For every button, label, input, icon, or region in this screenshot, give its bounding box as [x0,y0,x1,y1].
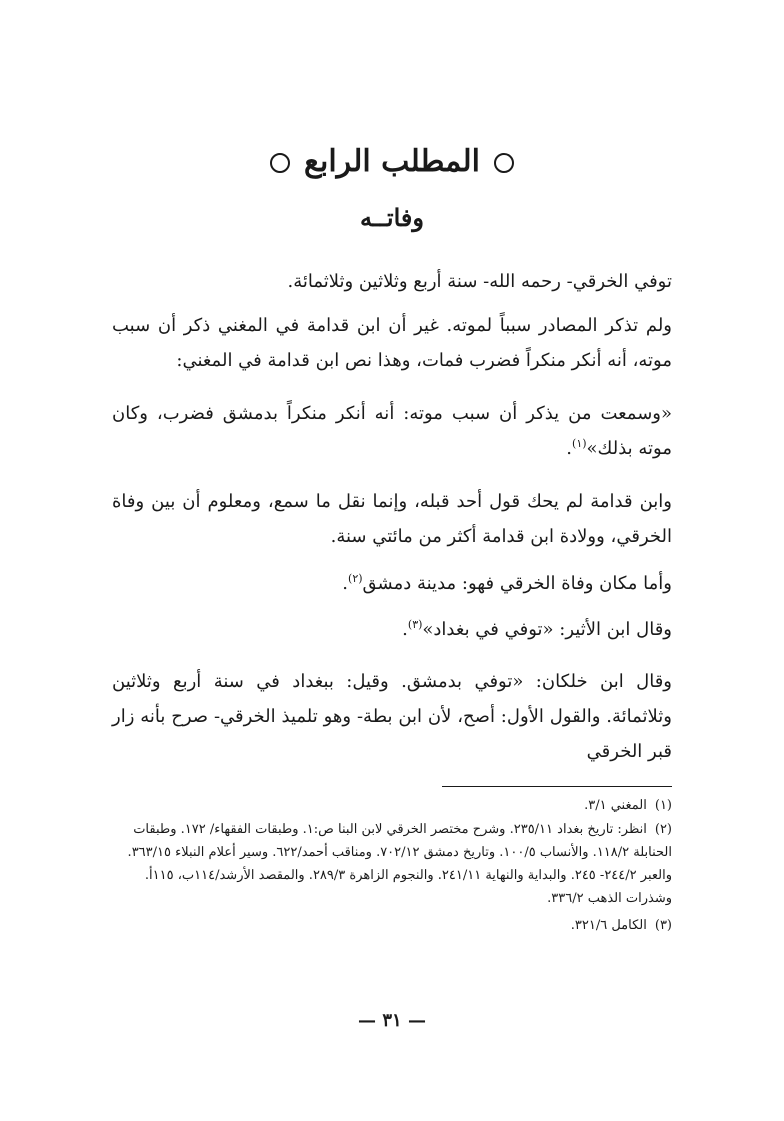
subsection-heading: وفاتــه [360,203,424,232]
ibn-athir-text: وقال ابن الأثير: «توفي في بغداد» [422,619,672,640]
section-heading-text: المطلب الرابع [304,144,480,179]
footnote-number: (٢) [654,822,672,837]
place-text: وأما مكان وفاة الخرقي فهو: مدينة دمشق [362,573,672,594]
page-number: — ٣١ — [358,1010,426,1031]
footnote-number: (٣) [654,918,672,933]
footnote-text: انظر: تاريخ بغداد ٢٣٥/١١. وشرح مختصر الخرقي لابن البنا ص:١. وطبقات الفقهاء/ ١٧٢. وطبقات الحنابلة ١١٨/٢. والأنساب ١٠٠/٥. وتاريخ دمشق ٧٠٢/١٢. ومناقب أحمد/٦٢٢. وسير أعلام النبلاء ٣٦٣/١٥. والعبر ٢٤٤/٢- ٢٤٥. والبداية والنهاية ٢٤١/١١. والنجوم الزاهرة ٢٨٩/٣. والمقصد الأرشد/١١٤ب، ١١٥أ. وشذرات الذهب ٣٣٦/٢. [127,822,672,906]
paragraph-quote-mughni: «وسمعت من يذكر أن سبب موته: أنه أنكر منكراً بدمشق فضرب، وكان موته بذلك»$^{(١)}$. [112,403,672,459]
footnote-text: المغني ٣/١. [584,798,647,813]
paragraph-ibn-khallikan: وقال ابن خلكان: «توفي بدمشق. وقيل: ببغداد في سنة أربع وثلاثين وثلاثمائة. والقول الأول: أصح، لأن ابن بطة- وهو تلميذ الخرقي- صرح بأنه زار قبر الخرقي [112,671,672,762]
circle-ornament-icon [270,153,290,173]
paragraph-place-of-death: وأما مكان وفاة الخرقي فهو: مدينة دمشق$^{(٢)}$. [342,572,672,594]
footnote-ref[interactable]: (١) [572,437,587,450]
quote-text: «وسمعت من يذكر أن سبب موته: أنه أنكر منكراً بدمشق فضرب، وكان موته بذلك» [112,403,672,459]
footnote-text: الكامل ٣٢١/٦. [570,918,647,933]
circle-ornament-icon [494,153,514,173]
footnote-ref[interactable]: (٢) [348,572,363,585]
footnote-item [112,914,672,937]
paragraph-death-year: توفي الخرقي- رحمه الله- سنة أربع وثلاثين وثلاثمائة. [287,271,672,292]
section-heading [0,140,784,184]
footnote-ref[interactable]: (٣) [407,618,423,631]
paragraph-ibn-qudama-note: وابن قدامة لم يحك قول أحد قبله، وإنما نقل ما سمع، ومعلوم أن بين وفاة الخرقي، وولادة ابن قدامة أكثر من مائتي سنة. [112,491,672,547]
footnote-divider [442,786,672,787]
paragraph-cause-of-death: ولم تذكر المصادر سبباً لموته. غير أن ابن قدامة في المغني ذكر أن سبب موته، أنه أنكر منكراً فضرب فمات، وهذا نص ابن قدامة في المغني: [112,315,672,371]
paragraph-ibn-athir: وقال ابن الأثير: «توفي في بغداد»$^{(٣)}$. [402,618,672,640]
footnote-item [112,794,672,817]
footnote-item [112,818,672,910]
footnote-number: (١) [654,798,672,813]
